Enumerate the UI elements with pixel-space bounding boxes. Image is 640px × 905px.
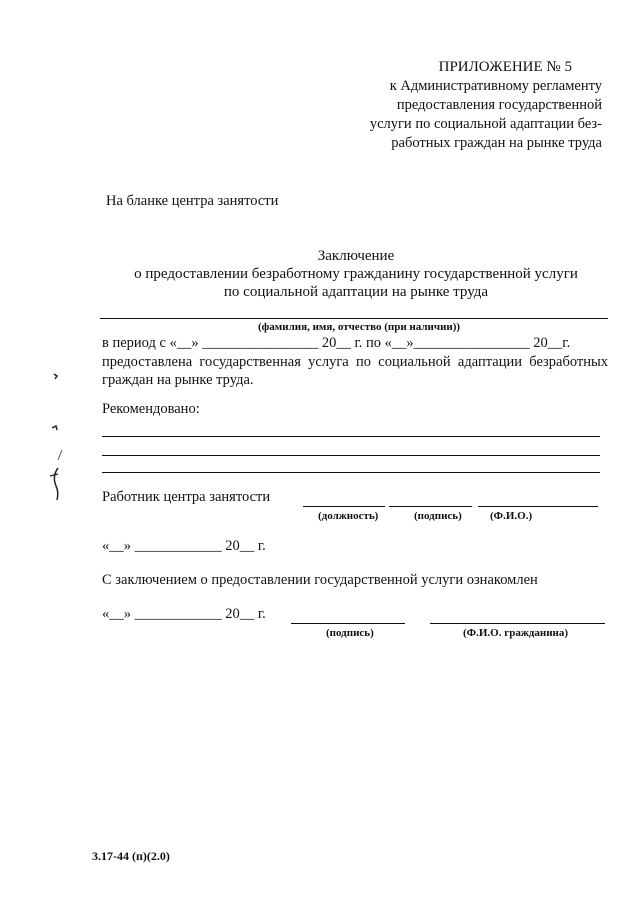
recommendation-line <box>102 436 600 437</box>
letterhead-note: На бланке центра занятости <box>106 193 279 209</box>
appendix-line: к Административному регламенту <box>389 78 602 94</box>
heading-title: Заключение <box>317 248 395 264</box>
date-line: «__» ____________ 20__ г. <box>102 606 266 622</box>
appendix-header <box>330 58 602 153</box>
service-statement: предоставлена государственная услуга по социальной адаптации безработных граждан на рынке труда. <box>102 354 608 388</box>
date-line: «__» ____________ 20__ г. <box>102 538 266 554</box>
signature-underline <box>389 506 472 507</box>
acknowledgement-text: С заключением о предоставлении государственной услуги ознакомлен <box>102 572 538 588</box>
appendix-line: работных граждан на рынке труда <box>391 135 602 151</box>
recommendation-line <box>102 472 600 473</box>
citizen-signature-underline <box>291 623 405 624</box>
name-underline-worker <box>478 506 598 507</box>
name-underline <box>100 318 608 319</box>
document-heading <box>0 247 640 301</box>
citizen-caption-name: (Ф.И.О. гражданина) <box>463 627 569 639</box>
appendix-title: ПРИЛОЖЕНИЕ № 5 <box>438 59 572 75</box>
caption-signature: (подпись) <box>414 510 462 522</box>
recommendation-line <box>102 455 600 456</box>
scan-margin-marks <box>44 368 74 508</box>
citizen-name-underline <box>430 623 605 624</box>
appendix-line: предоставления государственной <box>396 97 602 113</box>
citizen-caption-signature: (подпись) <box>326 627 374 639</box>
worker-label: Работник центра занятости <box>102 489 271 505</box>
heading-line: о предоставлении безработному гражданину государственной услуги <box>134 266 578 282</box>
name-caption: (фамилия, имя, отчество (при наличии)) <box>258 321 461 333</box>
caption-name: (Ф.И.О.) <box>490 510 533 522</box>
position-underline <box>303 506 385 507</box>
period-line: в период с «__» ________________ 20__ г. по «__»________________ 20__г. <box>102 335 571 351</box>
recommended-label: Рекомендовано: <box>102 401 200 417</box>
caption-position: (должность) <box>318 510 379 522</box>
appendix-line: услуги по социальной адаптации без- <box>369 116 602 132</box>
form-code: 3.17-44 (п)(2.0) <box>92 849 170 863</box>
heading-line: по социальной адаптации на рынке труда <box>223 284 489 300</box>
